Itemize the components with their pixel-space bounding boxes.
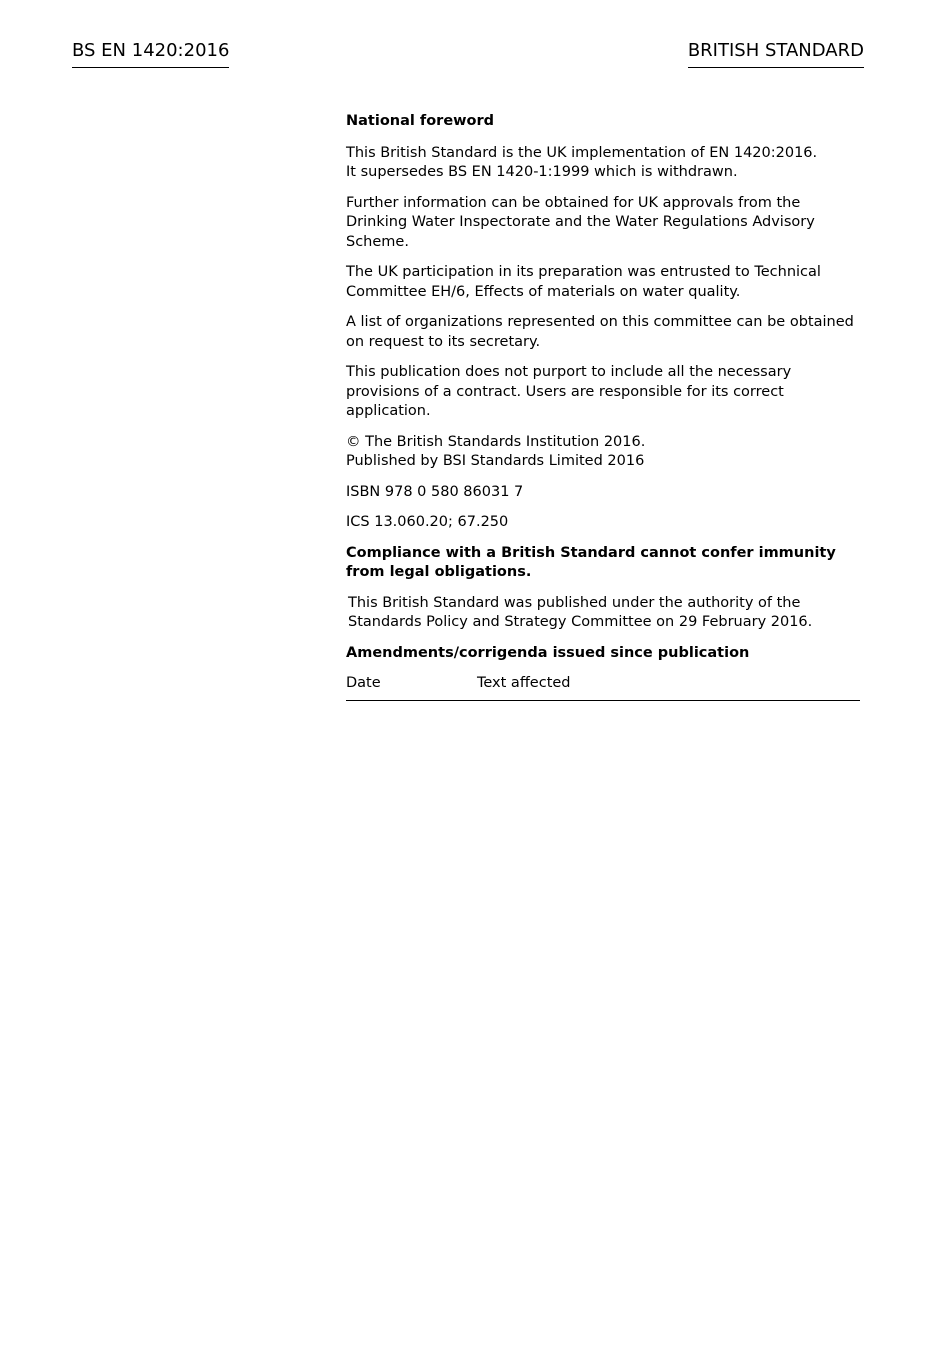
column-header-text-affected: Text affected bbox=[477, 674, 860, 700]
compliance-notice: Compliance with a British Standard cannot confer immunity from legal obligations. bbox=[346, 544, 836, 580]
implementation-line: This British Standard is the UK implementation of EN 1420:2016. bbox=[346, 144, 818, 161]
implementation-paragraph bbox=[346, 144, 860, 183]
amendments-header-row bbox=[346, 674, 860, 700]
ics-codes: ICS 13.060.20; 67.250 bbox=[346, 514, 509, 530]
publisher-line: Published by BSI Standards Limited 2016 bbox=[346, 453, 645, 469]
standard-type-label: BRITISH STANDARD bbox=[688, 38, 864, 68]
amendments-table bbox=[346, 674, 860, 701]
committee-paragraph: The UK participation in its preparation was entrusted to Technical Committee EH/6, Effects of materials on water quality. bbox=[346, 264, 821, 300]
approvals-paragraph: Further information can be obtained for UK approvals from the Drinking Water Inspectorate and the Water Regulations Advisory Scheme. bbox=[346, 194, 815, 250]
copyright-paragraph bbox=[346, 433, 860, 472]
section-title: National foreword bbox=[346, 113, 495, 129]
organizations-paragraph: A list of organizations represented on this committee can be obtained on request to its secretary. bbox=[346, 314, 854, 350]
national-foreword-section bbox=[346, 112, 860, 701]
document-code: BS EN 1420:2016 bbox=[72, 38, 229, 68]
contract-disclaimer-paragraph: This publication does not purport to include all the necessary provisions of a contract. Users are responsible for its correct application. bbox=[346, 364, 792, 419]
supersedes-line: It supersedes BS EN 1420-1:1999 which is withdrawn. bbox=[346, 164, 738, 180]
copyright-line: © The British Standards Institution 2016. bbox=[346, 433, 646, 450]
committee-date-line: Standards Policy and Strategy Committee on 29 February 2016. bbox=[348, 614, 813, 630]
isbn: ISBN 978 0 580 86031 7 bbox=[346, 483, 524, 500]
authority-line: This British Standard was published under the authority of the bbox=[348, 594, 801, 611]
authority-paragraph bbox=[346, 594, 860, 633]
column-header-date: Date bbox=[346, 674, 477, 700]
amendments-title: Amendments/corrigenda issued since publication bbox=[346, 644, 750, 661]
